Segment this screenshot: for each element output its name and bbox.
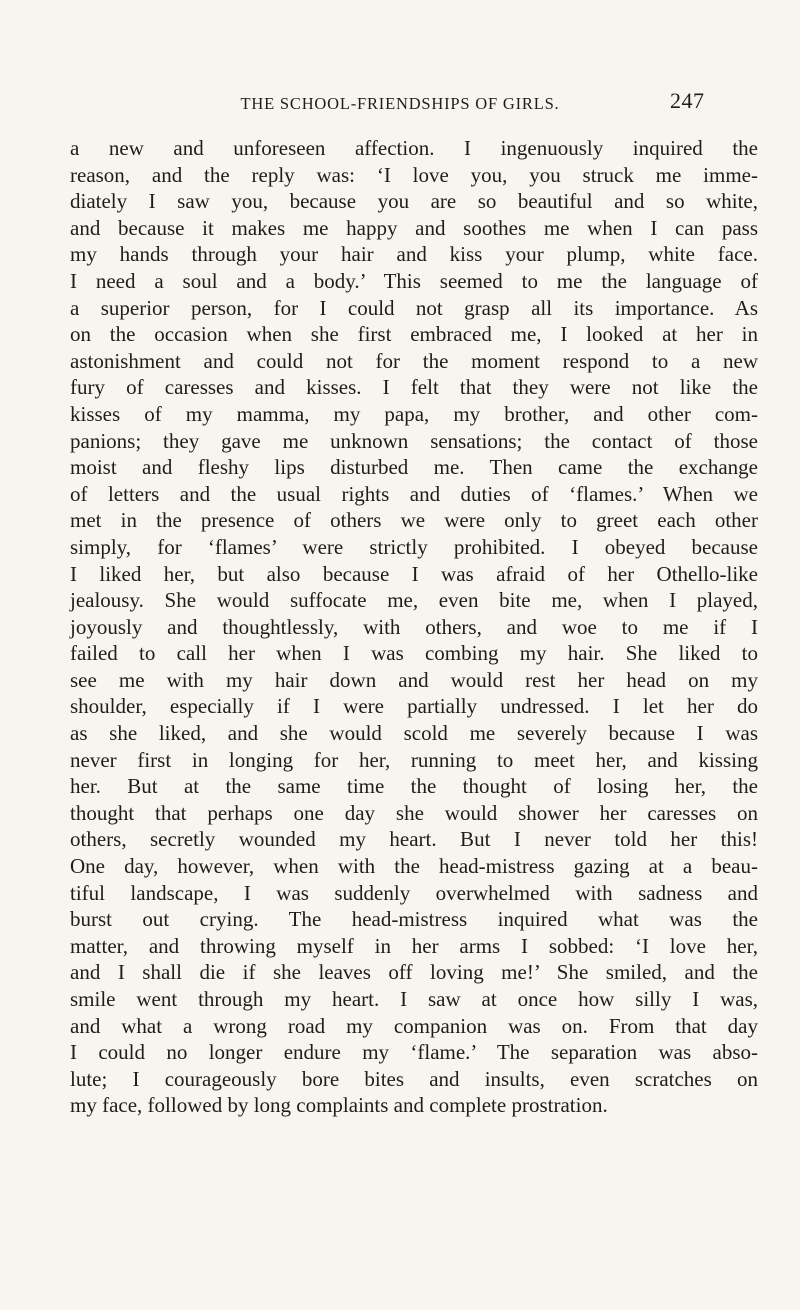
text-line: reason, and the reply was: ‘I love you, you struck me imme- xyxy=(70,162,758,187)
text-line: a superior person, for I could not grasp all its importance. As xyxy=(70,295,758,320)
text-line: thought that perhaps one day she would shower her caresses on xyxy=(70,800,758,825)
text-line: shoulder, especially if I were partially undressed. I let her do xyxy=(70,694,758,719)
text-line: met in the presence of others we were only to greet each other xyxy=(70,508,758,533)
text-line: I liked her, but also because I was afraid of her Othello-like xyxy=(70,561,758,586)
text-line: and because it makes me happy and soothes me when I can pass xyxy=(70,215,758,240)
text-line: panions; they gave me unknown sensations; the contact of those xyxy=(70,428,758,453)
text-line: jealousy. She would suffocate me, even bite me, when I played, xyxy=(70,588,758,613)
text-line: my hands through your hair and kiss your plump, white face. xyxy=(70,242,758,267)
text-line: matter, and throwing myself in her arms I sobbed: ‘I love her, xyxy=(70,933,758,958)
page-number: 247 xyxy=(670,88,705,113)
text-line: her. But at the same time the thought of losing her, the xyxy=(70,774,758,799)
text-line: my face, followed by long complaints and complete prostration. xyxy=(70,1093,608,1118)
text-line: I could no longer endure my ‘flame.’ The separation was abso- xyxy=(70,1040,758,1065)
text-line: see me with my hair down and would rest her head on my xyxy=(70,667,758,692)
body-text xyxy=(70,135,758,1119)
text-line: moist and fleshy lips disturbed me. Then came the exchange xyxy=(70,455,758,480)
running-title: THE SCHOOL-FRIENDSHIPS OF GIRLS. xyxy=(240,94,560,113)
text-line: simply, for ‘flames’ were strictly prohibited. I obeyed because xyxy=(70,534,758,559)
running-head xyxy=(0,88,800,118)
text-line: joyously and thoughtlessly, with others, and woe to me if I xyxy=(70,614,758,639)
text-line: diately I saw you, because you are so beautiful and so white, xyxy=(70,189,758,214)
text-line: lute; I courageously bore bites and insults, even scratches on xyxy=(70,1066,758,1091)
text-line: never first in longing for her, running to meet her, and kissing xyxy=(70,747,758,772)
text-line: kisses of my mamma, my papa, my brother, and other com- xyxy=(70,401,758,426)
text-line: tiful landscape, I was suddenly overwhelmed with sadness and xyxy=(70,880,758,905)
text-line: failed to call her when I was combing my hair. She liked to xyxy=(70,641,758,666)
text-line: of letters and the usual rights and duties of ‘flames.’ When we xyxy=(70,481,758,506)
text-line: as she liked, and she would scold me severely because I was xyxy=(70,721,758,746)
text-line: and I shall die if she leaves off loving me!’ She smiled, and the xyxy=(70,960,758,985)
text-line: I need a soul and a body.’ This seemed to me the language of xyxy=(70,268,758,293)
text-line: on the occasion when she first embraced me, I looked at her in xyxy=(70,322,758,347)
text-line: One day, however, when with the head-mistress gazing at a beau- xyxy=(70,854,758,879)
text-line: burst out crying. The head-mistress inquired what was the xyxy=(70,907,758,932)
text-line: a new and unforeseen affection. I ingenuously inquired the xyxy=(70,136,758,160)
text-line: astonishment and could not for the moment respond to a new xyxy=(70,348,758,373)
text-line: and what a wrong road my companion was on. From that day xyxy=(70,1013,758,1038)
text-line: smile went through my heart. I saw at once how silly I was, xyxy=(70,987,758,1011)
text-line: others, secretly wounded my heart. But I never told her this! xyxy=(70,827,758,852)
text-line: fury of caresses and kisses. I felt that they were not like the xyxy=(70,375,758,400)
